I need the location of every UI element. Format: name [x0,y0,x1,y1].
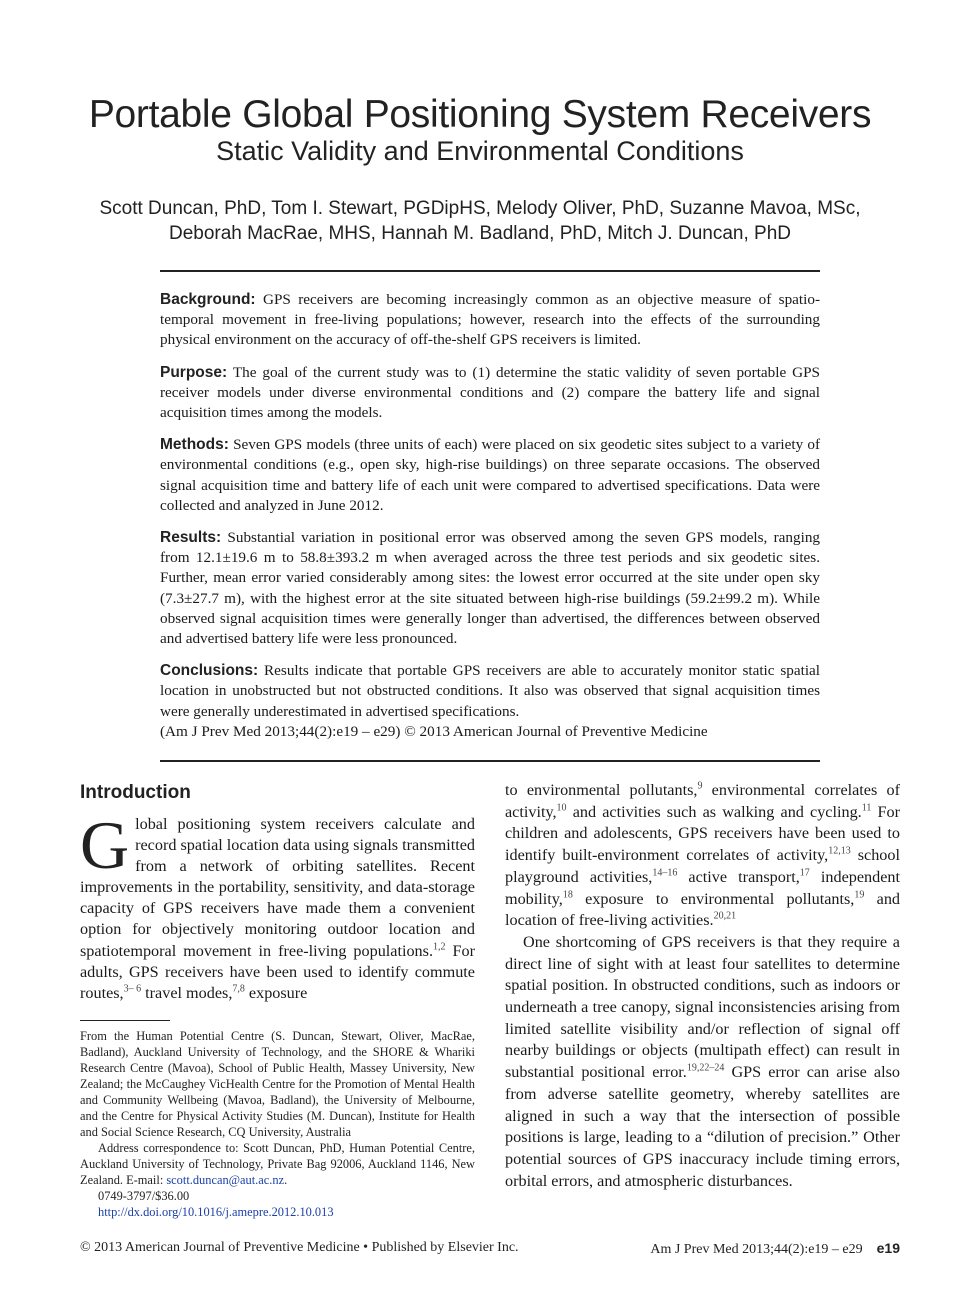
results-heading: Results: [160,529,222,547]
right-text: One shortcoming of GPS receivers is that they require a direct line of sight with at least four satellites to determine spatial position. In obstructed conditions, such as indoors or underneath a tree canopy, signal inconsistencies arising from limited satellite visibility and/or reflection of signal off nearby buildings or objects (multipath effect) can result in substantial positional error. [505,932,900,1082]
correspondence-address [80,1140,475,1188]
right-text: school playground activities, [505,846,900,886]
abstract-bottom-rule [160,760,820,762]
right-text: and activities such as walking and cycling. [566,802,862,821]
author-list [60,196,900,246]
reference-superscript[interactable]: 1,2 [433,941,446,953]
reference-superscript[interactable]: 19,22–24 [686,1062,725,1074]
conclusions-text: Results indicate that portable GPS receivers are able to accurately monitor static spatial location in unobstructed but not obstructed conditions. It also was observed that signal acquisition times were generally underestimated in advertised specifications. [160,662,820,720]
right-paragraph-1 [505,780,900,932]
footer-journal-ref [650,1238,900,1260]
right-text: exposure to environmental pollutants, [572,889,855,908]
methods-text: Seven GPS models (three units of each) were placed on six geodetic sites subject to a variety of environmental conditions (e.g., open sky, high-rise buildings) on three separate occasions. The observed signal acquisition time and battery life of each unit were compared to advertised specifications. Data were collected and analyzed in June 2012. [160,436,820,514]
right-paragraph-2 [505,932,900,1192]
right-text: GPS error can arise also from adverse satellite geometry, whereby satellites are aligned in such a way that the intersection of possible positions is large, leading to a “dilution of precision.” Other potential sources of GPS inaccuracy include timing errors, orbital errors, and atmospheric disturbances. [505,1063,900,1190]
doi-link[interactable]: http://dx.doi.org/10.1016/j.amepre.2012.10.013 [98,1205,334,1219]
price-code: 0749-3797/$36.00 [98,1189,190,1203]
reference-superscript[interactable]: 18 [562,889,573,901]
drop-cap: G [80,807,130,883]
reference-superscript[interactable]: 3– 6 [123,983,142,995]
right-text: to environmental pollutants, [505,781,698,799]
abstract-results [160,528,820,649]
footer-copyright: © 2013 American Journal of Preventive Medicine • Published by Elsevier Inc. [80,1240,519,1255]
background-heading: Background: [160,291,256,308]
reference-superscript[interactable]: 19 [854,889,865,901]
reference-superscript[interactable]: 20,21 [713,910,737,922]
abstract-background [160,290,820,351]
abstract-methods [160,435,820,516]
abstract-conclusions [160,661,820,722]
right-text: environmental correlates of activity, [505,781,901,821]
intro-text-4: exposure [244,983,308,1002]
right-text: and location of free-living activities. [505,889,901,930]
intro-paragraph [80,807,475,1004]
introduction-heading: Introduction [80,782,191,803]
address-end: . [284,1173,288,1187]
purpose-text: The goal of the current study was to (1) determine the static validity of seven portable GPS receiver models under diverse environmental conditions and (2) compare the battery life and signal acquisition times among the models. [160,363,820,422]
abstract-citation: (Am J Prev Med 2013;44(2):e19 – e29) © 2013 American Journal of Preventive Medicine [160,722,708,740]
reference-superscript[interactable]: 14–16 [652,867,678,879]
abstract [160,290,820,754]
address-text: Address correspondence to: Scott Duncan, PhD, Human Potential Centre, Auckland University of Technology, Private Bag 92006, Auckland 1146, New Zealand. E-mail: [80,1141,475,1187]
left-column [80,780,475,1004]
right-text: active transport, [677,867,800,886]
methods-heading: Methods: [160,436,229,454]
reference-superscript[interactable]: 7,8 [232,983,245,995]
email-link[interactable]: scott.duncan@aut.ac.nz [166,1173,285,1187]
right-column [505,780,900,1192]
right-text: For children and adolescents, GPS receivers have been used to identify built-environment correlates of activity, [505,802,900,865]
background-text: GPS receivers are becoming increasingly common as an objective measure of spatio-temporal movement in free-living populations; however, research into the effects of the surrounding physical environment on the accuracy of off-the-shelf GPS receivers is limited. [160,291,821,349]
intro-text-3: travel modes, [141,983,233,1002]
article-subtitle: Static Validity and Environmental Conditions [216,136,744,166]
page-number: e19 [876,1240,900,1256]
affiliation-footnote [80,1028,475,1220]
footnote-rule [80,1020,170,1021]
footer-citation: Am J Prev Med 2013;44(2):e19 – e29 [650,1242,863,1257]
reference-superscript[interactable]: 10 [556,802,567,814]
abstract-top-rule [160,270,820,272]
results-text: Substantial variation in positional error was observed among the seven GPS models, ranging from 12.1±19.6 m to 58.8±393.2 m when averaged across the three test periods and six geodetic sites. Further, mean error varied considerably among sites: the lowest error occurred at the site under open sky (7.3±27.7 m), with the highest error at the site situated between high-rise buildings (59.2±99.2 m). While observed signal acquisition times were generally longer than advertised, the differences between observed and advertised battery life were less pronounced. [160,529,821,648]
reference-superscript[interactable]: 11 [861,802,872,814]
doi-line [80,1204,475,1220]
conclusions-heading: Conclusions: [160,662,259,680]
intro-text-2: For adults, GPS receivers have been used to identify commute routes, [80,941,475,1002]
article-title: Portable Global Positioning System Receivers [88,93,872,136]
page-footer [80,1238,900,1258]
intro-text-1: lobal positioning system receivers calculate and record spatial location data using signals transmitted from a network of orbiting satellites. Recent improvements in the portability, sensitivity, and data-storage capacity of GPS receivers have made them a convenient option for objectively monitoring outdoor location and spatiotemporal movement in free-living populations. [80,815,475,960]
reference-superscript[interactable]: 12,13 [828,845,851,857]
author-line-1: Scott Duncan, PhD, Tom I. Stewart, PGDipHS, Melody Oliver, PhD, Suzanne Mavoa, MSc, [99,198,861,219]
abstract-purpose [160,363,820,424]
author-line-2: Deborah MacRae, MHS, Hannah M. Badland, PhD, Mitch J. Duncan, PhD [168,223,791,244]
reference-superscript[interactable]: 17 [799,867,810,879]
reference-superscript[interactable]: 9 [697,780,703,792]
affiliation-text: From the Human Potential Centre (S. Duncan, Stewart, Oliver, MacRae, Badland), Auckland University of Technology, and the SHORE & Whariki Research Centre (Mavoa), School of Public Health, Massey University, New Zealand; the McCaughey VicHealth Centre for the Promotion of Mental Health and Community Wellbeing (Mavoa, Badland), the University of Melbourne, and the Centre for Physical Activity Studies (M. Duncan), Institute for Health and Social Science Research, CQ University, Australia [80,1029,475,1139]
right-text: independent mobility, [505,867,900,908]
purpose-heading: Purpose: [160,363,228,381]
